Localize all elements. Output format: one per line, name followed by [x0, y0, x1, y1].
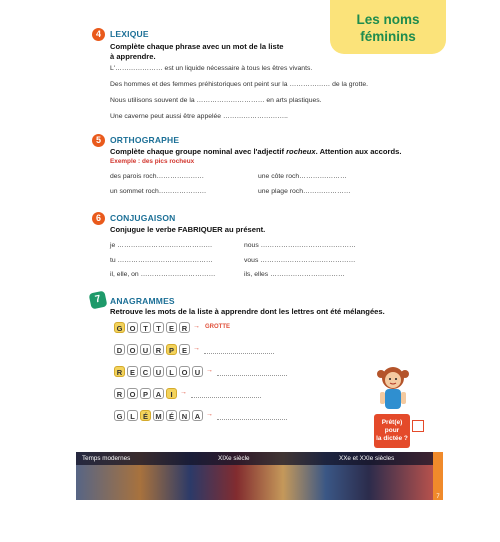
orthographe-title: ORTHOGRAPHE — [110, 135, 180, 145]
conjugaison-title: CONJUGAISON — [110, 213, 176, 223]
arrow-icon: → — [180, 389, 187, 396]
letter-tile: L — [127, 410, 138, 421]
orthographe-instruction-b: . Attention aux accords. — [315, 147, 402, 156]
anagrammes-title: ANAGRAMMES — [110, 296, 175, 306]
lexique-instruction-line1: Complète chaque phrase avec un mot de la liste — [110, 42, 284, 51]
letter-tile: O — [127, 344, 138, 355]
letter-tile: U — [192, 366, 203, 377]
letter-tile: G — [114, 410, 125, 421]
orthographe-item-1[interactable]: des parois roch………………… — [110, 173, 205, 180]
anagram-answer-line[interactable] — [191, 397, 261, 398]
page-number: 7 — [433, 452, 443, 500]
lexique-line-2[interactable]: Des hommes et des femmes préhistoriques ont peint sur la ……………… de la grotte. — [110, 81, 369, 88]
letter-tile: A — [153, 388, 164, 399]
letter-tile: T — [140, 322, 151, 333]
timeline-label-temps-modernes: Temps modernes — [82, 455, 131, 462]
conjugaison-vous[interactable]: vous …………………………………… — [244, 257, 356, 264]
lesson-title-line2: féminins — [360, 29, 416, 44]
anagram-answer: GROTTE — [205, 324, 230, 330]
letter-tile: P — [166, 344, 177, 355]
anagram-answer-line[interactable] — [204, 353, 274, 354]
letter-tile: O — [127, 322, 138, 333]
conjugaison-instruction: Conjugue le verbe FABRIQUER au présent. — [110, 225, 266, 234]
letter-tile: L — [166, 366, 177, 377]
letter-tile: D — [114, 344, 125, 355]
orthographe-instruction-a: Complète chaque groupe nominal avec l'adjectif — [110, 147, 287, 156]
lexique-line-3[interactable]: Nous utilisons souvent de la ………………………… en arts plastiques. — [110, 97, 322, 104]
letter-tile: N — [179, 410, 190, 421]
section-number-5: 5 — [92, 134, 105, 147]
letter-tile: R — [114, 366, 125, 377]
arrow-icon: → — [206, 411, 213, 418]
letter-tile: E — [127, 366, 138, 377]
timeline-label-xx-xxi: XXe et XXIe siècles — [339, 455, 395, 462]
conjugaison-tu[interactable]: tu …………………………………… — [110, 257, 213, 264]
orthographe-item-3[interactable]: un sommet roch………………… — [110, 188, 207, 195]
letter-tile: R — [114, 388, 125, 399]
timeline-strip — [76, 452, 433, 500]
anagrammes-instruction: Retrouve les mots de la liste à apprendre dont les lettres ont été mélangées. — [110, 307, 385, 316]
conjugaison-je[interactable]: je …………………………………… — [110, 242, 213, 249]
letter-tile: O — [179, 366, 190, 377]
letter-tile: É — [140, 410, 151, 421]
lexique-line-1[interactable]: L'………………… est un liquide nécessaire à tous les êtres vivants. — [110, 65, 313, 72]
dictation-ready-badge — [374, 414, 410, 448]
anagram-answer-line[interactable] — [217, 419, 287, 420]
section-number-4: 4 — [92, 28, 105, 41]
girl-character-icon — [376, 362, 410, 414]
anagram-answer-line[interactable] — [217, 375, 287, 376]
arrow-icon: → — [193, 345, 200, 352]
lesson-title — [330, 0, 446, 54]
letter-tile: R — [179, 322, 190, 333]
letter-tile: E — [179, 344, 190, 355]
dictation-checkbox[interactable] — [412, 420, 424, 432]
conjugaison-ils-elles[interactable]: ils, elles …………………………… — [244, 271, 345, 278]
letter-tile: T — [153, 322, 164, 333]
letter-tile: I — [166, 388, 177, 399]
letter-tile: O — [127, 388, 138, 399]
badge-line-2: la dictée ? — [376, 435, 408, 442]
badge-line-1: Prêt(e) pour — [381, 419, 403, 434]
orthographe-instruction-adjective: rocheux — [286, 147, 316, 156]
letter-tile: A — [192, 410, 203, 421]
orthographe-example: Exemple : des pics rocheux — [110, 158, 195, 165]
section-number-6: 6 — [92, 212, 105, 225]
letter-tile: M — [153, 410, 164, 421]
letter-tile: P — [140, 388, 151, 399]
letter-tile: E — [166, 322, 177, 333]
arrow-icon: → — [206, 367, 213, 374]
lexique-title: LEXIQUE — [110, 29, 149, 39]
lexique-instruction-line2: à apprendre. — [110, 51, 156, 61]
orthographe-instruction — [110, 147, 401, 157]
timeline-label-xix: XIXe siècle — [218, 455, 250, 462]
conjugaison-nous[interactable]: nous …………………………………… — [244, 242, 356, 249]
arrow-icon: → — [193, 323, 200, 330]
letter-tile: G — [114, 322, 125, 333]
letter-tile: É — [166, 410, 177, 421]
letter-tile: U — [153, 366, 164, 377]
letter-tile: C — [140, 366, 151, 377]
lesson-title-line1: Les noms — [356, 12, 420, 27]
letter-tile: U — [140, 344, 151, 355]
lexique-instruction — [110, 42, 283, 61]
orthographe-item-2[interactable]: une côte roch………………… — [258, 173, 347, 180]
orthographe-item-4[interactable]: une plage roch………………… — [258, 188, 351, 195]
conjugaison-il-elle-on[interactable]: il, elle, on …………………………… — [110, 271, 216, 278]
lexique-line-4[interactable]: Une caverne peut aussi être appelée ……………………….. — [110, 113, 288, 120]
section-number-7: 7 — [89, 291, 108, 310]
letter-tile: R — [153, 344, 164, 355]
